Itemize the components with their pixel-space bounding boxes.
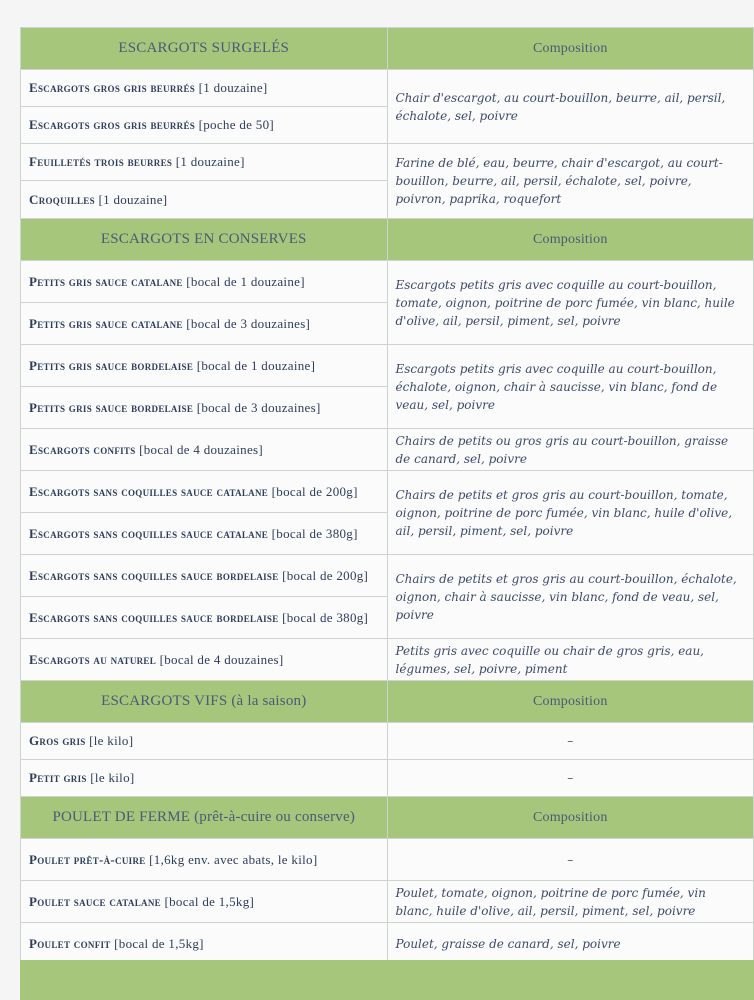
section-header-conserves	[21, 219, 754, 261]
product-name: Croquilles	[29, 191, 95, 207]
product-unit: [bocal de 3 douzaines]	[186, 315, 311, 331]
table-row	[21, 471, 754, 513]
composition-header: Composition	[387, 28, 754, 70]
product-name: Escargots gros gris beurrés	[29, 80, 196, 95]
composition-cell: Petits gris avec coquille ou chair de gros gris, eau, légumes, sel, poivre, piment	[387, 639, 754, 681]
footer-band	[20, 960, 754, 1000]
composition-cell: Farine de blé, eau, beurre, chair d'escargot, au court-bouillon, beurre, ail, persil, échalote, sel, poivre, poivron, paprika, roquefort	[387, 144, 754, 219]
product-unit: [bocal de 4 douzaines]	[139, 441, 264, 457]
section-title: ESCARGOTS EN CONSERVES	[21, 219, 388, 261]
product-name: Petits gris sauce bordelaise	[29, 357, 194, 373]
section-title: POULET DE FERME (prêt-à-cuire ou conserve)	[21, 797, 388, 839]
product-name: Poulet prêt-à-cuire	[29, 851, 146, 867]
product-cell	[21, 555, 388, 597]
product-unit: [bocal de 200g]	[271, 483, 358, 499]
product-unit: [bocal de 1 douzaine]	[186, 273, 305, 289]
product-name: Escargots sans coquilles sauce catalane	[29, 483, 269, 499]
product-name: Escargots confits	[29, 441, 136, 457]
composition-header: Composition	[387, 219, 754, 261]
product-unit: [1 douzaine]	[198, 80, 268, 95]
product-cell	[21, 723, 388, 760]
product-table	[20, 27, 754, 965]
product-cell	[21, 513, 388, 555]
section-header-vifs	[21, 681, 754, 723]
product-unit: [1 douzaine]	[175, 154, 245, 169]
product-unit: [le kilo]	[89, 733, 134, 748]
product-unit: [bocal de 1,5kg]	[164, 893, 255, 909]
section-header-poulet	[21, 797, 754, 839]
product-name: Petit gris	[29, 770, 87, 785]
table-row	[21, 70, 754, 107]
section-title: ESCARGOTS VIFS (à la saison)	[21, 681, 388, 723]
composition-cell: –	[387, 723, 754, 760]
product-cell	[21, 597, 388, 639]
composition-cell: –	[387, 760, 754, 797]
product-unit: [bocal de 380g]	[282, 609, 369, 625]
composition-cell: Chair d'escargot, au court-bouillon, beurre, ail, persil, échalote, sel, poivre	[387, 70, 754, 144]
product-name: Escargots sans coquilles sauce catalane	[29, 525, 269, 541]
composition-cell: Poulet, graisse de canard, sel, poivre	[387, 923, 754, 965]
product-name: Petits gris sauce catalane	[29, 315, 183, 331]
product-unit: [le kilo]	[90, 770, 135, 785]
product-unit: [bocal de 1,5kg]	[114, 935, 204, 951]
product-name: Escargots au naturel	[29, 651, 157, 667]
composition-cell: Escargots petits gris avec coquille au court-bouillon, tomate, oignon, poitrine de porc fumée, vin blanc, huile d'olive, ail, persil, piment, sel, poivre	[387, 261, 754, 345]
product-cell	[21, 303, 388, 345]
table-row	[21, 639, 754, 681]
product-cell	[21, 345, 388, 387]
table-row	[21, 760, 754, 797]
product-name: Poulet sauce catalane	[29, 893, 161, 909]
section-title: ESCARGOTS SURGELÉS	[21, 28, 388, 70]
product-cell	[21, 107, 388, 144]
product-unit: [bocal de 1 douzaine]	[196, 357, 316, 373]
product-name: Poulet confit	[29, 935, 111, 951]
product-unit: [bocal de 200g]	[282, 567, 369, 583]
product-cell	[21, 760, 388, 797]
section-header-surgeles	[21, 28, 754, 70]
composition-header: Composition	[387, 681, 754, 723]
product-name: Escargots gros gris beurrés	[29, 117, 196, 132]
product-unit: [bocal de 3 douzaines]	[196, 399, 321, 415]
composition-cell: Poulet, tomate, oignon, poitrine de porc fumée, vin blanc, huile d'olive, ail, persil, piment, sel, poivre	[387, 881, 754, 923]
composition-cell: Chairs de petits ou gros gris au court-bouillon, graisse de canard, sel, poivre	[387, 429, 754, 471]
product-name: Escargots sans coquilles sauce bordelaise	[29, 567, 279, 583]
product-name: Gros gris	[29, 733, 86, 748]
table-row	[21, 923, 754, 965]
table-row	[21, 723, 754, 760]
composition-header: Composition	[387, 797, 754, 839]
table-row	[21, 429, 754, 471]
product-cell	[21, 923, 388, 965]
product-cell	[21, 471, 388, 513]
product-unit: [poche de 50]	[198, 117, 274, 132]
product-unit: [bocal de 380g]	[271, 525, 358, 541]
product-cell	[21, 881, 388, 923]
product-name: Escargots sans coquilles sauce bordelaise	[29, 609, 279, 625]
table-row	[21, 555, 754, 597]
product-name: Petits gris sauce bordelaise	[29, 399, 194, 415]
product-cell	[21, 429, 388, 471]
product-unit: [bocal de 4 douzaines]	[159, 651, 284, 667]
table-row	[21, 261, 754, 303]
table-row	[21, 839, 754, 881]
product-unit: [1,6kg env. avec abats, le kilo]	[149, 851, 318, 867]
product-name: Petits gris sauce catalane	[29, 273, 183, 289]
product-cell	[21, 261, 388, 303]
product-cell	[21, 639, 388, 681]
product-sheet	[20, 27, 754, 965]
product-name: Feuilletés trois beurres	[29, 154, 173, 169]
product-unit: [1 douzaine]	[98, 191, 168, 207]
composition-cell: Chairs de petits et gros gris au court-bouillon, échalote, oignon, chair à saucisse, vin blanc, fond de veau, sel, poivre	[387, 555, 754, 639]
product-cell	[21, 181, 388, 219]
product-cell	[21, 70, 388, 107]
table-row	[21, 345, 754, 387]
table-row	[21, 881, 754, 923]
product-cell	[21, 387, 388, 429]
table-row	[21, 144, 754, 181]
composition-cell: –	[387, 839, 754, 881]
composition-cell: Chairs de petits et gros gris au court-bouillon, tomate, oignon, poitrine de porc fumée, vin blanc, huile d'olive, ail, persil, piment, sel, poivre	[387, 471, 754, 555]
composition-cell: Escargots petits gris avec coquille au court-bouillon, échalote, oignon, chair à saucisse, vin blanc, fond de veau, sel, poivre	[387, 345, 754, 429]
product-cell	[21, 144, 388, 181]
product-cell	[21, 839, 388, 881]
